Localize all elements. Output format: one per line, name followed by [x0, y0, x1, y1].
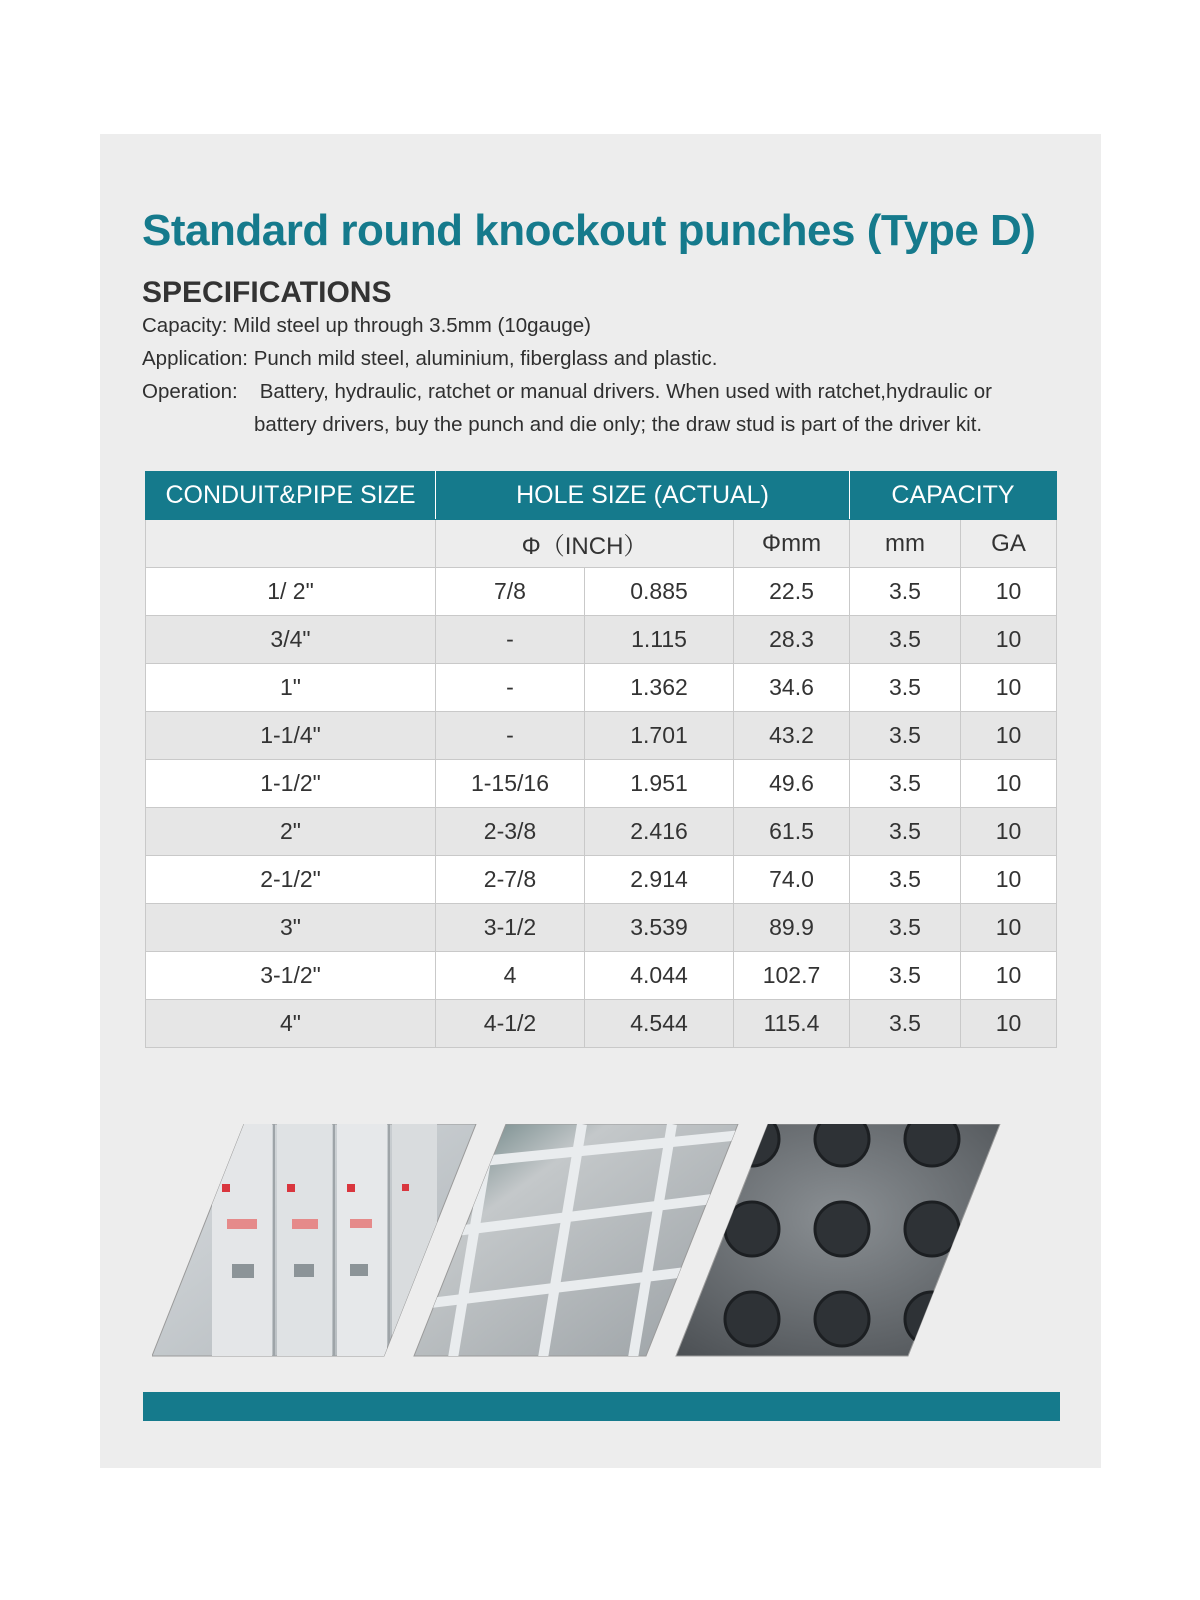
cell-capacity-mm: 3.5: [850, 808, 961, 856]
spec-sheet-card: [100, 134, 1101, 1468]
cell-capacity-ga: 10: [961, 856, 1057, 904]
spec-operation-text-1: Battery, hydraulic, ratchet or manual drivers. When used with ratchet,hydraulic or: [259, 380, 992, 403]
table-row: [146, 952, 1057, 1000]
cell-conduit-size: 1-1/4": [146, 712, 436, 760]
cell-capacity-mm: 3.5: [850, 664, 961, 712]
cell-inch-fraction: 4-1/2: [436, 1000, 585, 1048]
spec-operation-label: Operation:: [142, 380, 238, 403]
specifications-heading: SPECIFICATIONS: [142, 276, 392, 309]
cell-inch-decimal: 2.914: [585, 856, 734, 904]
table-row: [146, 904, 1057, 952]
header-conduit-pipe-size: CONDUIT&PIPE SIZE: [146, 472, 436, 520]
spec-capacity-label: Capacity:: [142, 314, 228, 337]
cell-inch-fraction: 4: [436, 952, 585, 1000]
table-row: [146, 616, 1057, 664]
table-subheader-row: [146, 520, 1057, 568]
subheader-capacity-ga: GA: [961, 520, 1057, 568]
cell-inch-decimal: 4.044: [585, 952, 734, 1000]
subheader-capacity-mm: mm: [850, 520, 961, 568]
cell-inch-decimal: 0.885: [585, 568, 734, 616]
cell-inch-fraction: 2-7/8: [436, 856, 585, 904]
cell-inch-fraction: 7/8: [436, 568, 585, 616]
table-row: [146, 1000, 1057, 1048]
cell-diameter-mm: 61.5: [734, 808, 850, 856]
cell-inch-fraction: 3-1/2: [436, 904, 585, 952]
cell-inch-fraction: 2-3/8: [436, 808, 585, 856]
table-row: [146, 568, 1057, 616]
cell-capacity-ga: 10: [961, 712, 1057, 760]
cell-inch-decimal: 2.416: [585, 808, 734, 856]
cell-inch-decimal: 1.701: [585, 712, 734, 760]
cell-conduit-size: 1": [146, 664, 436, 712]
cell-inch-decimal: 4.544: [585, 1000, 734, 1048]
cell-inch-fraction: -: [436, 712, 585, 760]
cell-capacity-mm: 3.5: [850, 568, 961, 616]
cell-capacity-mm: 3.5: [850, 952, 961, 1000]
cell-conduit-size: 3": [146, 904, 436, 952]
header-hole-size: HOLE SIZE (ACTUAL): [436, 472, 850, 520]
subheader-empty: [146, 520, 436, 568]
cell-diameter-mm: 115.4: [734, 1000, 850, 1048]
footer-accent-bar: [143, 1392, 1060, 1421]
table-row: [146, 664, 1057, 712]
cell-conduit-size: 2": [146, 808, 436, 856]
cell-diameter-mm: 34.6: [734, 664, 850, 712]
spec-capacity: [142, 314, 591, 338]
cell-diameter-mm: 22.5: [734, 568, 850, 616]
cell-diameter-mm: 49.6: [734, 760, 850, 808]
cell-inch-fraction: -: [436, 616, 585, 664]
cell-capacity-mm: 3.5: [850, 904, 961, 952]
table-row: [146, 760, 1057, 808]
cell-conduit-size: 3-1/2": [146, 952, 436, 1000]
cell-inch-fraction: -: [436, 664, 585, 712]
table-header-row: [146, 472, 1057, 520]
cell-capacity-mm: 3.5: [850, 856, 961, 904]
cell-diameter-mm: 43.2: [734, 712, 850, 760]
table-row: [146, 712, 1057, 760]
cell-diameter-mm: 28.3: [734, 616, 850, 664]
spec-operation-text-2: battery drivers, buy the punch and die only; the draw stud is part of the driver kit.: [254, 413, 983, 436]
cell-capacity-ga: 10: [961, 904, 1057, 952]
cell-conduit-size: 2-1/2": [146, 856, 436, 904]
product-photos: [152, 1124, 1032, 1364]
spec-capacity-text: Mild steel up through 3.5mm (10gauge): [233, 314, 591, 337]
spec-operation: [142, 380, 992, 404]
table-row: [146, 808, 1057, 856]
cell-capacity-ga: 10: [961, 760, 1057, 808]
cell-capacity-ga: 10: [961, 664, 1057, 712]
table-row: [146, 856, 1057, 904]
subheader-mm: Φmm: [734, 520, 850, 568]
cell-capacity-mm: 3.5: [850, 712, 961, 760]
cell-conduit-size: 1-1/2": [146, 760, 436, 808]
cell-diameter-mm: 89.9: [734, 904, 850, 952]
cell-capacity-ga: 10: [961, 616, 1057, 664]
cell-capacity-mm: 3.5: [850, 760, 961, 808]
specifications-table: [145, 471, 1057, 1048]
header-capacity: CAPACITY: [850, 472, 1057, 520]
cell-conduit-size: 3/4": [146, 616, 436, 664]
cell-inch-decimal: 3.539: [585, 904, 734, 952]
spec-application-text: Punch mild steel, aluminium, fiberglass and plastic.: [253, 347, 718, 370]
cell-capacity-ga: 10: [961, 1000, 1057, 1048]
cell-inch-decimal: 1.115: [585, 616, 734, 664]
cell-capacity-ga: 10: [961, 568, 1057, 616]
cell-inch-fraction: 1-15/16: [436, 760, 585, 808]
table-body: [146, 568, 1057, 1048]
subheader-inch: Φ（INCH）: [436, 520, 734, 568]
spec-application: [142, 347, 717, 371]
spec-operation-continued: [254, 413, 982, 437]
cell-diameter-mm: 74.0: [734, 856, 850, 904]
page-title: Standard round knockout punches (Type D): [142, 206, 1036, 255]
cell-conduit-size: 1/ 2": [146, 568, 436, 616]
cell-capacity-ga: 10: [961, 808, 1057, 856]
cell-inch-decimal: 1.362: [585, 664, 734, 712]
cell-diameter-mm: 102.7: [734, 952, 850, 1000]
cell-capacity-mm: 3.5: [850, 1000, 961, 1048]
cell-inch-decimal: 1.951: [585, 760, 734, 808]
spec-application-label: Application:: [142, 347, 248, 370]
cell-conduit-size: 4": [146, 1000, 436, 1048]
cell-capacity-mm: 3.5: [850, 616, 961, 664]
cell-capacity-ga: 10: [961, 952, 1057, 1000]
